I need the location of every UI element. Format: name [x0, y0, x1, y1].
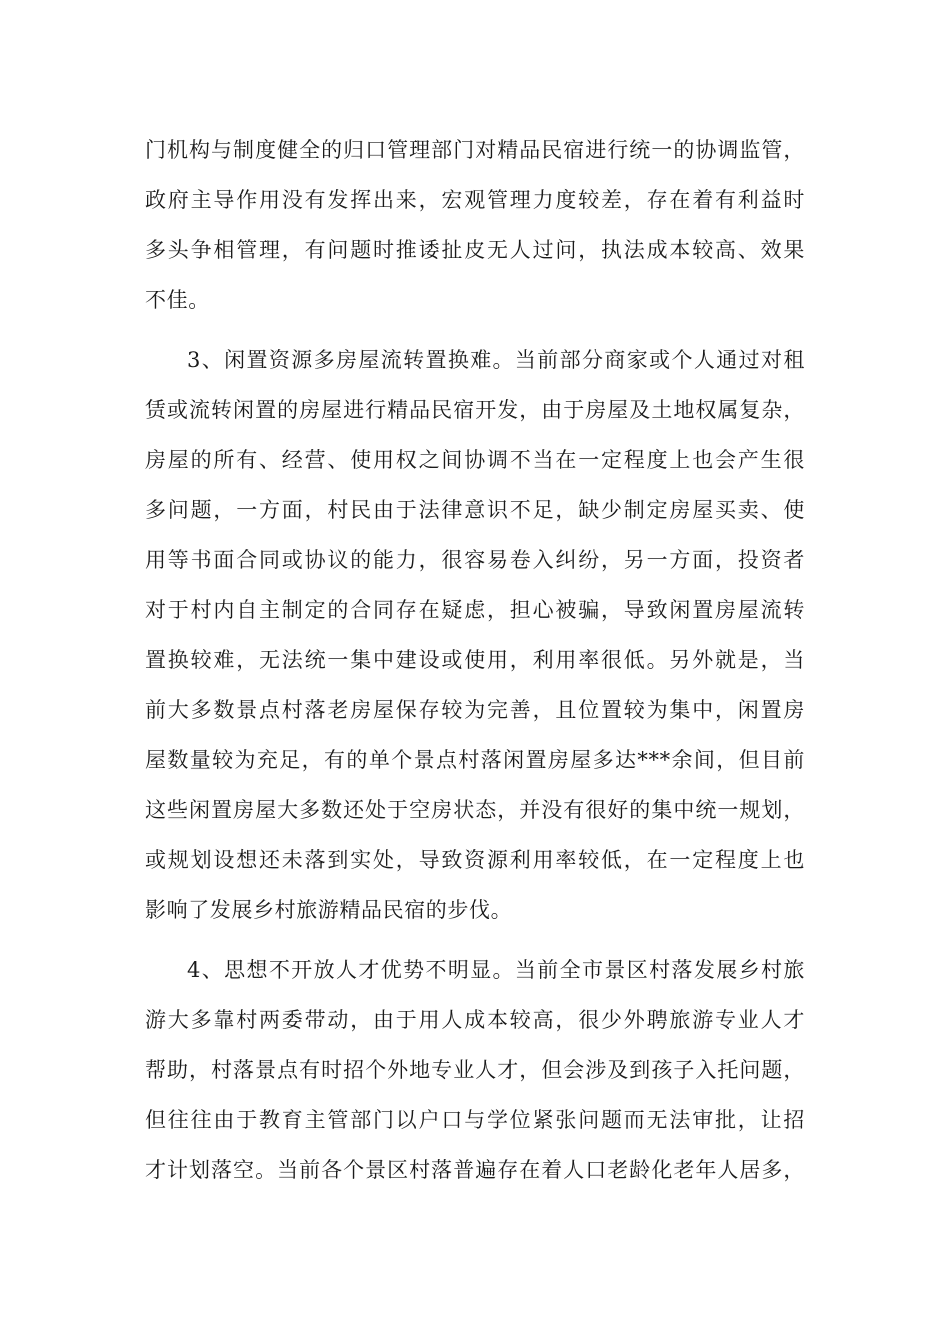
text-line: 房屋的所有、经营、使用权之间协调不当在一定程度上也会产生很 [145, 448, 805, 472]
text-line: 这些闲置房屋大多数还处于空房状态，并没有很好的集中统一规划， [145, 798, 805, 822]
text-line: 前大多数景点村落老房屋保存较为完善，且位置较为集中，闲置房 [145, 698, 805, 722]
text-line: 多问题，一方面，村民由于法律意识不足，缺少制定房屋买卖、使 [145, 498, 805, 522]
text-line: 不佳。 [145, 288, 210, 312]
text-line: 影响了发展乡村旅游精品民宿的步伐。 [145, 898, 513, 922]
text-line: 多头争相管理，有问题时推诿扯皮无人过问，执法成本较高、效果 [145, 238, 805, 262]
text-line: 置换较难，无法统一集中建设或使用，利用率很低。另外就是，当 [145, 648, 805, 672]
text-line: 政府主导作用没有发挥出来，宏观管理力度较差，存在着有利益时 [145, 188, 805, 212]
paragraph-heading-line: 4、思想不开放人才优势不明显。当前全市景区村落发展乡村旅 [187, 958, 805, 982]
text-line: 对于村内自主制定的合同存在疑虑，担心被骗，导致闲置房屋流转 [145, 598, 805, 622]
text-line: 门机构与制度健全的归口管理部门对精品民宿进行统一的协调监管， [145, 138, 805, 162]
text-line: 才计划落空。当前各个景区村落普遍存在着人口老龄化老年人居多， [145, 1158, 805, 1182]
text-line: 帮助，村落景点有时招个外地专业人才，但会涉及到孩子入托问题， [145, 1058, 805, 1082]
text-line: 用等书面合同或协议的能力，很容易卷入纠纷，另一方面，投资者 [145, 548, 805, 572]
text-line: 游大多靠村两委带动，由于用人成本较高，很少外聘旅游专业人才 [145, 1008, 805, 1032]
text-line: 屋数量较为充足，有的单个景点村落闲置房屋多达***余间，但目前 [145, 748, 805, 772]
paragraph-heading-line: 3、闲置资源多房屋流转置换难。当前部分商家或个人通过对租 [187, 348, 805, 372]
text-line: 赁或流转闲置的房屋进行精品民宿开发，由于房屋及土地权属复杂， [145, 398, 805, 422]
text-line: 或规划设想还未落到实处，导致资源利用率较低，在一定程度上也 [145, 848, 805, 872]
text-line: 但往往由于教育主管部门以户口与学位紧张问题而无法审批，让招 [145, 1108, 805, 1132]
